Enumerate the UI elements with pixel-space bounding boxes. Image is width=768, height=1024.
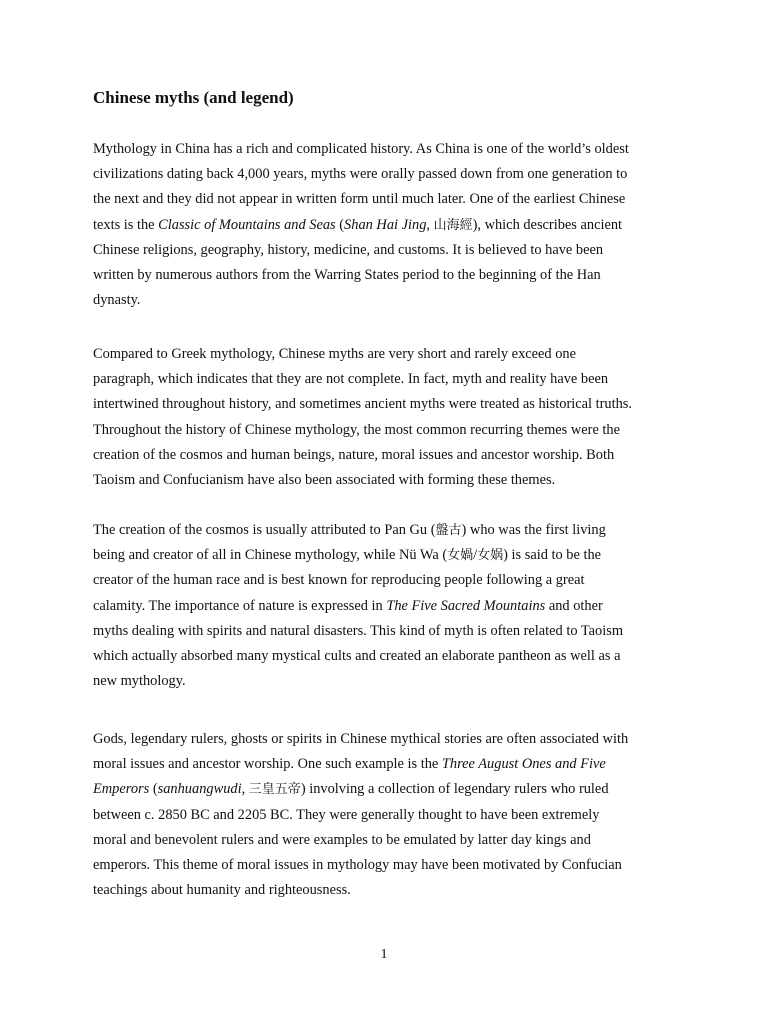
text-run: moral and benevolent rulers and were examples to be emulated by latter day kings and — [93, 831, 591, 848]
text-line — [93, 644, 693, 669]
text-run: Chinese religions, geography, history, medicine, and customs. It is believed to have been — [93, 241, 604, 258]
text-run: moral issues and ancestor worship. One such example is the — [93, 756, 442, 773]
text-run: new mythology. — [93, 673, 186, 690]
text-line — [93, 137, 693, 162]
text-line — [93, 443, 693, 468]
text-run: between c. 2850 BC and 2205 BC. They were generally thought to have been extremely — [93, 806, 600, 823]
text-run: Compared to Greek mythology, Chinese myths are very short and rarely exceed one — [93, 346, 576, 362]
text-run: Throughout the history of Chinese mythology, the most common recurring themes were the — [93, 421, 621, 438]
text-run: the next and they did not appear in written form until much later. One of the earliest Chinese — [93, 191, 626, 208]
text-run: creator of the human race and is best known for reproducing people following a great — [93, 572, 585, 589]
text-run: creation of the cosmos and human beings, nature, moral issues and ancestor worship. Both — [93, 446, 615, 463]
paragraph-greek-comparison — [93, 342, 693, 493]
text-run: , — [426, 216, 434, 233]
text-line — [93, 187, 693, 212]
text-run: being and creator of all in Chinese mythology, while Nü Wa ( — [93, 547, 448, 564]
text-line — [93, 853, 693, 878]
text-run: intertwined throughout history, and sometimes ancient myths were treated as historical truths. — [93, 396, 632, 413]
text-line — [93, 367, 693, 392]
chinese-characters: 女娲 — [477, 548, 504, 564]
text-run: dynasty. — [93, 292, 141, 309]
text-line — [93, 828, 693, 853]
text-run: ) involving a collection of legendary rulers who ruled — [300, 781, 609, 798]
text-run: teachings about humanity and righteousness. — [93, 882, 351, 899]
text-run: The creation of the cosmos is usually attributed to Pan Gu ( — [93, 522, 436, 538]
text-run: paragraph, which indicates that they are not complete. In fact, myth and reality have been — [93, 371, 609, 388]
text-line — [93, 342, 693, 367]
text-line — [93, 619, 693, 644]
text-line — [93, 594, 693, 619]
text-run: Mythology in China has a rich and complicated history. As China is one of the world’s oldest — [93, 141, 629, 157]
text-run: calamity. The importance of nature is expressed in — [93, 597, 387, 614]
chinese-characters: 三皇五帝 — [248, 782, 301, 798]
text-run: ) is said to be the — [503, 547, 602, 564]
italic-title-text: Classic of Mountains and Seas — [158, 216, 336, 233]
text-line — [93, 543, 693, 568]
text-line — [93, 418, 693, 443]
paragraph-moral-issues — [93, 727, 693, 903]
text-line — [93, 288, 693, 313]
italic-title-text: The Five Sacred Mountains — [386, 597, 546, 614]
text-line — [93, 669, 693, 694]
text-run: which actually absorbed many mystical cults and created an elaborate pantheon as well as a — [93, 648, 621, 665]
italic-title-text: Emperors — [93, 781, 150, 798]
chinese-characters: 山海經 — [433, 217, 473, 233]
chinese-characters: 盤古 — [435, 523, 462, 538]
text-run: , — [241, 781, 249, 798]
text-run: emperors. This theme of moral issues in mythology may have been motivated by Confucian — [93, 857, 622, 874]
text-run: civilizations dating back 4,000 years, myths were orally passed down from one generation to — [93, 166, 628, 183]
text-run: texts is the — [93, 216, 159, 233]
text-run: written by numerous authors from the Warring States period to the beginning of the Han — [93, 267, 601, 284]
text-line — [93, 392, 693, 417]
text-line — [93, 727, 693, 752]
text-run: ) who was the first living — [461, 522, 606, 538]
text-run: / — [473, 547, 478, 564]
text-line — [93, 568, 693, 593]
italic-title-text: Three August Ones and Five — [441, 756, 606, 773]
italic-title-text: sanhuangwudi — [157, 781, 242, 798]
text-run: ( — [335, 216, 345, 233]
text-run: myths dealing with spirits and natural disasters. This kind of myth is often related to Taoism — [93, 622, 624, 639]
text-line — [93, 468, 693, 493]
paragraph-intro — [93, 137, 693, 313]
text-line — [93, 213, 693, 238]
text-line — [93, 238, 693, 263]
text-run: ( — [149, 781, 158, 798]
text-run: Gods, legendary rulers, ghosts or spirits in Chinese mythical stories are often associated with — [93, 731, 629, 747]
text-line — [93, 518, 693, 543]
page-title: Chinese myths (and legend) — [93, 88, 294, 107]
text-run: and other — [545, 597, 603, 614]
text-run: ), which describes ancient — [472, 216, 623, 233]
text-run: Taoism and Confucianism have also been associated with forming these themes. — [93, 472, 556, 489]
text-line — [93, 777, 693, 802]
paragraph-creation — [93, 518, 693, 694]
italic-title-text: Shan Hai Jing — [344, 216, 427, 233]
text-line — [93, 263, 693, 288]
text-line — [93, 162, 693, 187]
text-line — [93, 752, 693, 777]
page-number: 1 — [380, 947, 388, 962]
text-line — [93, 803, 693, 828]
chinese-characters: 女媧 — [447, 548, 474, 564]
text-line — [93, 878, 693, 903]
